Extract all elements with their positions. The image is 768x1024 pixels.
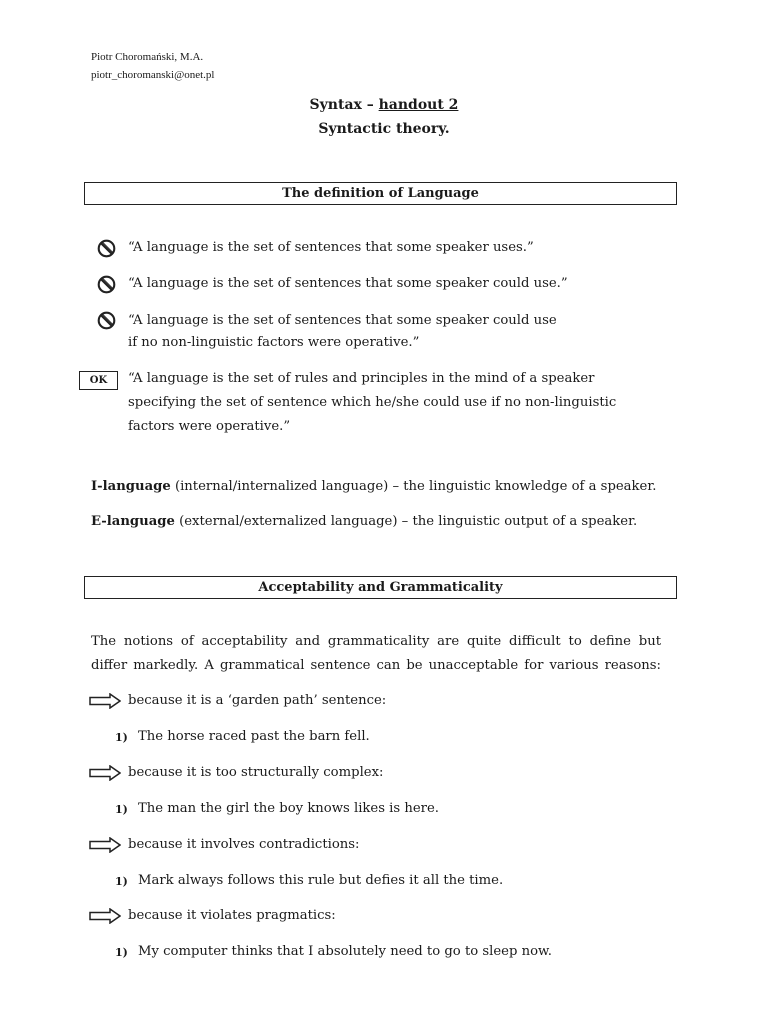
author-email: piotr_choromanski@onet.pl [91, 69, 215, 81]
definition-4-line-2: specifying the set of sentence which he/she could use if no non-linguistic [128, 395, 617, 410]
reason-4: because it violates pragmatics: [128, 908, 336, 923]
double-arrow-icon [89, 908, 121, 924]
title-prefix: Syntax – [309, 97, 374, 113]
e-language-term: E-language [91, 514, 175, 529]
example-number: 1) [115, 875, 128, 888]
prohibited-icon [97, 275, 116, 294]
i-language-definition [91, 478, 656, 496]
reason-1: because it is a ‘garden path’ sentence: [128, 693, 387, 708]
handout-title [0, 97, 768, 113]
intro-line-1: The notions of acceptability and grammaticality are quite difficult to define but [91, 634, 661, 649]
i-language-term: I-language [91, 479, 171, 494]
example-number: 1) [115, 803, 128, 816]
double-arrow-icon [89, 765, 121, 781]
handout-subtitle: Syntactic theory. [318, 121, 450, 137]
double-arrow-icon [89, 837, 121, 853]
reason-3: because it involves contradictions: [128, 837, 360, 852]
double-arrow-icon [89, 693, 121, 709]
example-1: The horse raced past the barn fell. [138, 729, 370, 744]
section-heading-acceptability: Acceptability and Grammaticality [84, 576, 677, 599]
definition-3-line-2: if no non-linguistic factors were operative.” [128, 335, 420, 350]
definition-4-line-1: “A language is the set of rules and principles in the mind of a speaker [128, 371, 595, 386]
definition-4-line-3: factors were operative.” [128, 419, 291, 434]
e-language-definition [91, 513, 637, 531]
section-heading-definition: The definition of Language [84, 182, 677, 205]
e-language-text: (external/externalized language) – the linguistic output of a speaker. [174, 514, 638, 529]
example-4: My computer thinks that I absolutely need to go to sleep now. [138, 944, 552, 959]
ok-badge: OK [79, 371, 118, 390]
author-name: Piotr Choromański, M.A. [91, 51, 204, 63]
definition-3-line-1: “A language is the set of sentences that some speaker could use [128, 313, 557, 328]
example-number: 1) [115, 946, 128, 959]
i-language-text: (internal/internalized language) – the linguistic knowledge of a speaker. [170, 479, 657, 494]
definition-2: “A language is the set of sentences that some speaker could use.” [128, 276, 568, 291]
example-number: 1) [115, 731, 128, 744]
example-3: Mark always follows this rule but defies it all the time. [138, 873, 504, 888]
prohibited-icon [97, 311, 116, 330]
example-2: The man the girl the boy knows likes is here. [138, 801, 439, 816]
definition-1: “A language is the set of sentences that some speaker uses.” [128, 240, 534, 255]
intro-line-2: differ markedly. A grammatical sentence can be unacceptable for various reasons: [91, 658, 661, 673]
reason-2: because it is too structurally complex: [128, 765, 384, 780]
prohibited-icon [97, 239, 116, 258]
title-handout: handout 2 [378, 97, 459, 113]
